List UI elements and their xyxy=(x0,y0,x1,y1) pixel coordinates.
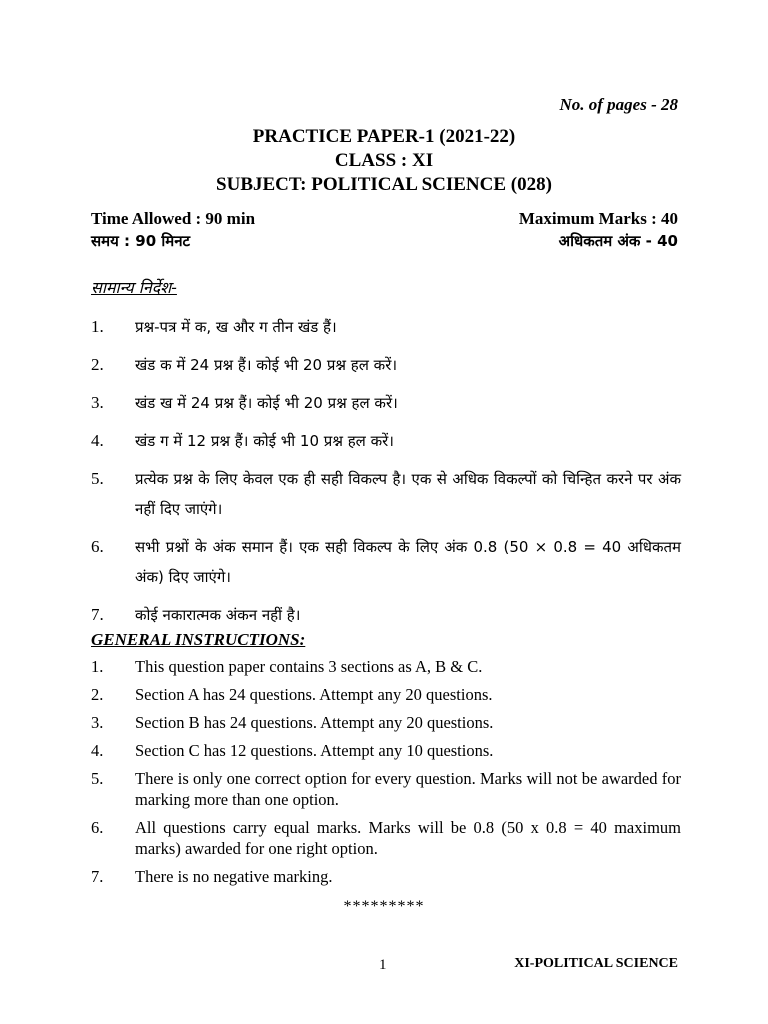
item-number: 5. xyxy=(91,769,104,788)
item-number: 4. xyxy=(91,431,104,450)
item-number: 7. xyxy=(91,605,104,624)
list-item xyxy=(91,684,681,705)
list-item xyxy=(91,464,681,524)
item-text: There is no negative marking. xyxy=(135,867,333,886)
item-text: खंड क में 24 प्रश्न हैं। कोई भी 20 प्रश्न हल करें। xyxy=(135,356,398,374)
max-marks-hi: अधिकतम अंक - 40 xyxy=(558,232,678,250)
item-number: 4. xyxy=(91,741,104,760)
time-allowed-hi: समय : 90 मिनट xyxy=(91,232,191,250)
paper-title: PRACTICE PAPER-1 (2021-22) xyxy=(252,126,516,147)
hindi-instructions-list xyxy=(91,312,681,638)
item-number: 2. xyxy=(91,355,104,374)
item-text: प्रश्न-पत्र में क, ख और ग तीन खंड हैं। xyxy=(135,318,337,336)
page-number: 1 xyxy=(379,957,387,973)
item-number: 6. xyxy=(91,537,104,556)
item-text: खंड ग में 12 प्रश्न हैं। कोई भी 10 प्रश्न हल करें। xyxy=(135,432,394,450)
item-text: खंड ख में 24 प्रश्न हैं। कोई भी 20 प्रश्न हल करें। xyxy=(135,394,398,412)
footer-title: XI-POLITICAL SCIENCE xyxy=(514,956,678,971)
list-item xyxy=(91,740,681,761)
class-title: CLASS : XI xyxy=(334,150,434,171)
item-text: Section A has 24 questions. Attempt any 20 questions. xyxy=(135,685,493,704)
item-text: Section B has 24 questions. Attempt any 20 questions. xyxy=(135,713,494,732)
separator-stars: ********* xyxy=(343,898,425,915)
item-text: All questions carry equal marks. Marks will be 0.8 (50 x 0.8 = 40 maximum marks) awarded for one right option. xyxy=(135,818,681,858)
list-item xyxy=(91,350,681,380)
list-item xyxy=(91,817,681,859)
item-text: सभी प्रश्नों के अंक समान हैं। एक सही विकल्प के लिए अंक 0.8 (50 × 0.8 = 40 अधिकतम अंक) दिए जाएंगे। xyxy=(135,538,681,586)
item-number: 7. xyxy=(91,867,104,886)
list-item xyxy=(91,768,681,810)
list-item xyxy=(91,600,681,630)
pages-count: No. of pages - 28 xyxy=(559,95,678,114)
list-item xyxy=(91,426,681,456)
list-item xyxy=(91,532,681,592)
max-marks-en: Maximum Marks : 40 xyxy=(518,209,678,228)
item-number: 1. xyxy=(91,657,104,676)
item-number: 1. xyxy=(91,317,104,336)
list-item xyxy=(91,312,681,342)
item-number: 3. xyxy=(91,713,104,732)
meta-row-hindi xyxy=(91,231,678,251)
item-text: कोई नकारात्मक अंकन नहीं है। xyxy=(135,606,301,624)
item-text: There is only one correct option for every question. Marks will not be awarded for marking more than one option. xyxy=(135,769,681,809)
english-instructions-list xyxy=(91,656,681,894)
list-item xyxy=(91,866,681,887)
item-text: प्रत्येक प्रश्न के लिए केवल एक ही सही विकल्प है। एक से अधिक विकल्पों को चिन्हित करने पर अंक नहीं दिए जाएंगे। xyxy=(135,470,681,518)
item-text: This question paper contains 3 sections as A, B & C. xyxy=(135,657,483,676)
item-text: Section C has 12 questions. Attempt any 10 questions. xyxy=(135,741,494,760)
item-number: 5. xyxy=(91,469,104,488)
list-item xyxy=(91,388,681,418)
item-number: 3. xyxy=(91,393,104,412)
item-number: 6. xyxy=(91,818,104,837)
subject-title: SUBJECT: POLITICAL SCIENCE (028) xyxy=(216,174,552,195)
general-instructions-heading: GENERAL INSTRUCTIONS: xyxy=(91,630,306,649)
list-item xyxy=(91,656,681,677)
meta-row-english xyxy=(91,209,678,229)
hindi-instructions-heading: सामान्य निर्देश- xyxy=(91,278,177,297)
item-number: 2. xyxy=(91,685,104,704)
list-item xyxy=(91,712,681,733)
time-allowed-en: Time Allowed : 90 min xyxy=(91,209,256,228)
